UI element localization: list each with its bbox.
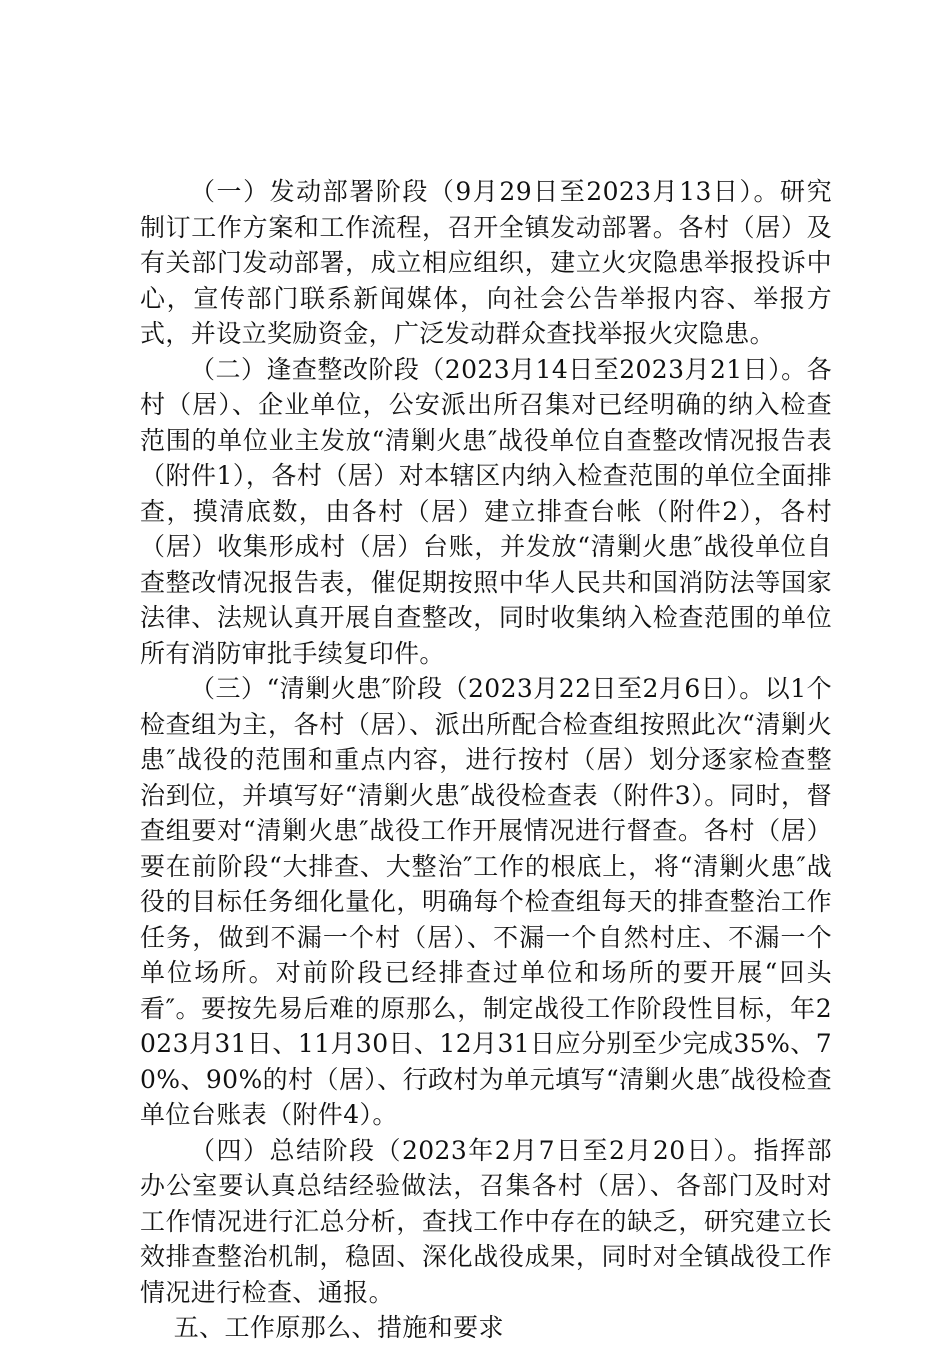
paragraph-clearance-stage: （三）“清剿火患″阶段（2023月22日至2月6日）。以1个检查组为主，各村（居）、派出所配合检查组按照此次“清剿火患″战役的范围和重点内容，进行按村（居）划分逐家检查整治到位，并填写好“清剿火患″战役检查表（附件3）。同时，督查组要对“清剿火患″战役工作开展情况进行督查。各村（居）要在前阶段“大排查、大整治″工作的根底上，将“清剿火患″战役的目标任务细化量化，明确每个检查组每天的排查整治工作任务，做到不漏一个村（居）、不漏一个自然村庄、不漏一个单位场所。对前阶段已经排查过单位和场所的要开展“回头看″。要按先易后难的原那么，制定战役工作阶段性目标，年2023月31日、11月30日、12月31日应分别至少完成35%、70%、90%的村（居）、行政村为单元填写“清剿火患″战役检查单位台账表（附件4）。 [140,674,832,1129]
document-body [140,174,832,1346]
paragraph-summary-stage: （四）总结阶段（2023年2月7日至2月20日）。指挥部办公室要认真总结经验做法，召集各村（居）、各部门及时对工作情况进行汇总分析，查找工作中存在的缺乏，研究建立长效排查整治机制，稳固、深化战役成果，同时对全镇战役工作情况进行检查、通报。 [140,1135,832,1307]
paragraph-mobilization-stage: （一）发动部署阶段（9月29日至2023月13日）。研究制订工作方案和工作流程，召开全镇发动部署。各村（居）及有关部门发动部署，成立相应组织，建立火灾隐患举报投诉中心，宣传部门联系新闻媒体，向社会公告举报内容、举报方式，并设立奖励资金，广泛发动群众查找举报火灾隐患。 [140,177,832,348]
paragraph-inspection-rectification-stage: （二）逢查整改阶段（2023月14日至2023月21日）。各村（居）、企业单位，公安派出所召集对已经明确的纳入检查范围的单位业主发放“清剿火患″战役单位自查整改情况报告表（附件1），各村（居）对本辖区内纳入检查范围的单位全面排查，摸清底数，由各村（居）建立排查台帐（附件2），各村（居）收集形成村（居）台账，并发放“清剿火患″战役单位自查整改情况报告表，催促期按照中华人民共和国消防法等国家法律、法规认真开展自查整改，同时收集纳入检查范围的单位所有消防审批手续复印件。 [140,354,832,668]
section-heading: 五、工作原那么、措施和要求 [173,1313,504,1342]
